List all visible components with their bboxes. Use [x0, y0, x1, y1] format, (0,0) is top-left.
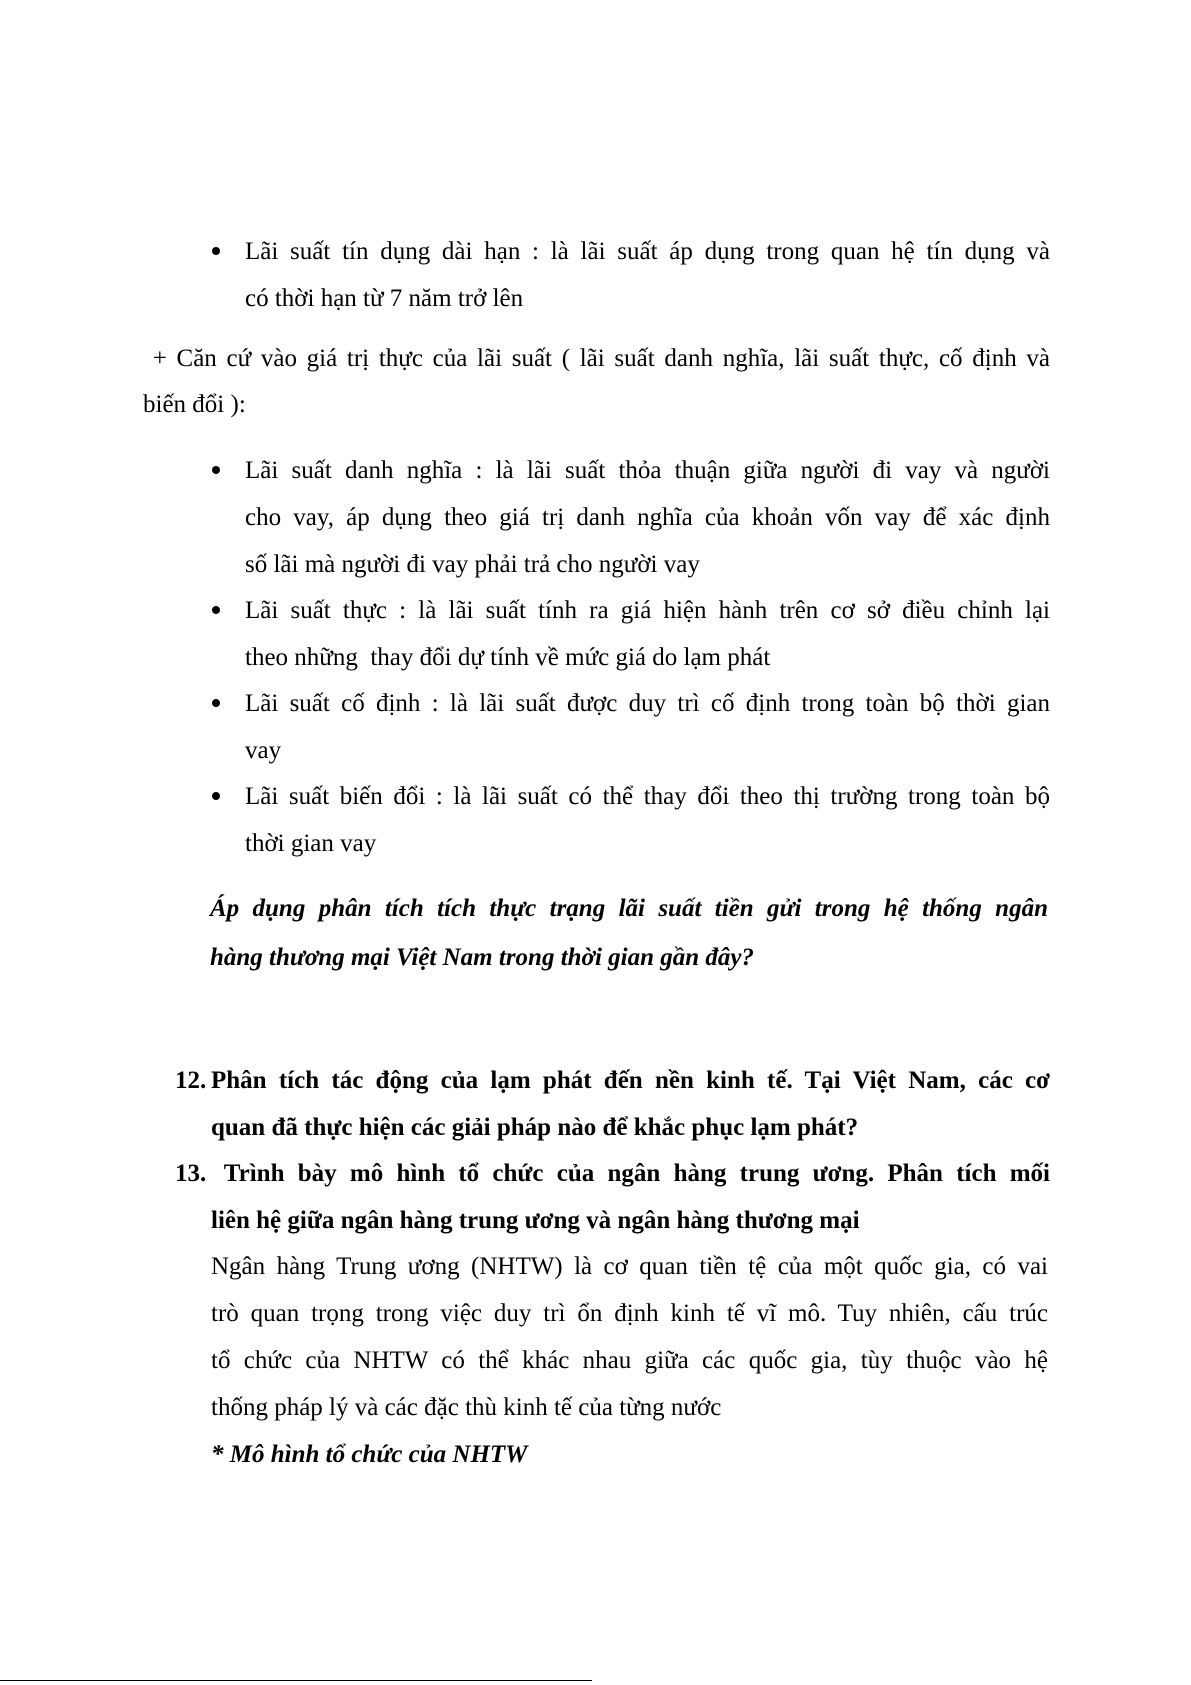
question-line: Trình bày mô hình tổ chức của ngân hàng trung ương. Phân tích mối [211, 1160, 1050, 1187]
footer-divider [0, 1680, 592, 1681]
question-number: 13. [175, 1160, 207, 1187]
bullet-line: Lãi suất biến đổi : là lãi suất có thể thay đổi theo thị trường trong toàn bộ [245, 783, 1050, 810]
bullet-icon [212, 606, 220, 614]
question-line: Phân tích tác động của lạm phát đến nền kinh tế. Tại Việt Nam, các cơ [211, 1067, 1050, 1094]
question-number: 12. [175, 1067, 207, 1094]
bullet-icon [212, 247, 220, 255]
paragraph-line: tổ chức của NHTW có thể khác nhau giữa các quốc gia, tùy thuộc vào hệ [211, 1347, 1048, 1374]
apply-question [210, 884, 1048, 982]
section-basis-real-value [143, 336, 1050, 428]
nhtw-paragraph [211, 1243, 1048, 1431]
bullet-nominal-rate [245, 447, 1050, 588]
bullet-floating-rate [245, 773, 1050, 867]
question-13 [175, 1150, 1050, 1244]
bullet-fixed-rate [245, 680, 1050, 774]
bullet-line: Lãi suất cố định : là lãi suất được duy trì cố định trong toàn bộ thời gian [245, 690, 1050, 717]
paragraph-line: thống pháp lý và các đặc thù kinh tế của từng nước [211, 1394, 722, 1421]
section-basis-line: + Căn cứ vào giá trị thực của lãi suất ( lãi suất danh nghĩa, lãi suất thực, cố định và [143, 345, 1050, 372]
bullet-line: Lãi suất danh nghĩa : là lãi suất thỏa thuận giữa người đi vay và người [245, 457, 1050, 484]
apply-question-line: Áp dụng phân tích tích thực trạng lãi suất tiền gửi trong hệ thống ngân [210, 895, 1048, 922]
bullet-line: thời gian vay [245, 830, 377, 857]
paragraph-line: Ngân hàng Trung ương (NHTW) là cơ quan tiền tệ của một quốc gia, có vai [211, 1253, 1048, 1280]
question-12 [175, 1057, 1050, 1151]
bullet-icon [212, 792, 220, 800]
bullet-line: có thời hạn từ 7 năm trở lên [245, 285, 524, 312]
bullet-line: cho vay, áp dụng theo giá trị danh nghĩa của khoản vốn vay để xác định [245, 504, 1050, 531]
bullet-line: số lãi mà người đi vay phải trả cho người vay [245, 551, 700, 578]
bullet-line: Lãi suất thực : là lãi suất tính ra giá hiện hành trên cơ sở điều chỉnh lại [245, 597, 1050, 624]
section-basis-line: biến đổi ): [143, 391, 246, 418]
bullet-icon [212, 699, 220, 707]
bullet-real-rate [245, 587, 1050, 681]
bullet-icon [212, 466, 220, 474]
bullet-long-term-credit-rate [245, 228, 1050, 322]
question-line: quan đã thực hiện các giải pháp nào để khắc phục lạm phát? [211, 1114, 859, 1141]
bullet-line: theo những thay đổi dự tính về mức giá do lạm phát [245, 644, 771, 671]
apply-question-line: hàng thương mại Việt Nam trong thời gian gần đây? [210, 944, 755, 971]
bullet-line: vay [245, 737, 282, 764]
bullet-line: Lãi suất tín dụng dài hạn : là lãi suất áp dụng trong quan hệ tín dụng và [245, 238, 1050, 265]
paragraph-line: trò quan trọng trong việc duy trì ổn định kinh tế vĩ mô. Tuy nhiên, cấu trúc [211, 1300, 1048, 1327]
question-line: liên hệ giữa ngân hàng trung ương và ngân hàng thương mại [211, 1207, 860, 1234]
nhtw-subheading: * Mô hình tổ chức của NHTW [211, 1441, 528, 1468]
